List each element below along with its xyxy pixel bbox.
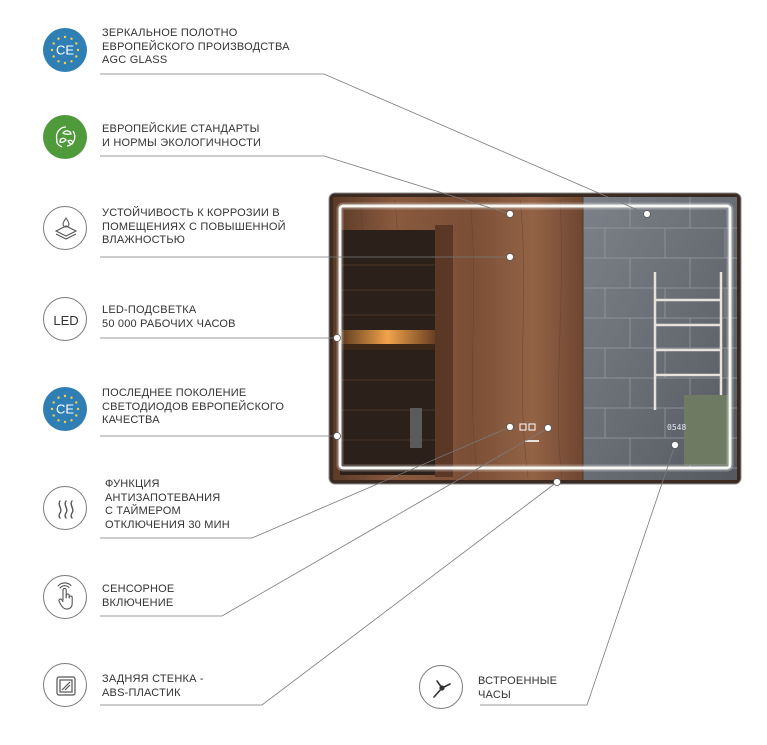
feature-text-diodes: ПОСЛЕДНЕЕ ПОКОЛЕНИЕ СВЕТОДИОДОВ ЕВРОПЕЙСКОГО КАЧЕСТВА	[102, 387, 285, 426]
feature-text-backwall: ЗАДНЯЯ СТЕНКА - ABS-ПЛАСТИК	[102, 673, 204, 699]
svg-text:CE: CE	[55, 42, 75, 58]
heat-waves-icon	[43, 486, 87, 530]
moisture-layers-icon	[43, 206, 87, 250]
feature-text-antifog: ФУНКЦИЯ АНТИЗАПОТЕВАНИЯ С ТАЙМЕРОМ ОТКЛЮЧЕНИЯ 30 МИН	[105, 478, 230, 531]
led-icon	[43, 297, 87, 341]
clock-hands-icon	[419, 665, 463, 709]
touch-hand-icon	[43, 575, 87, 619]
clock-readout: 0548	[667, 423, 687, 432]
feature-text-eco: ЕВРОПЕЙСКИЕ СТАНДАРТЫ И НОРМЫ ЭКОЛОГИЧНОСТИ	[102, 123, 262, 149]
ce-mark-icon	[43, 28, 87, 72]
back-panel-icon	[43, 663, 87, 707]
mirror	[329, 193, 741, 484]
ce-mark-icon	[43, 387, 87, 431]
feature-text-led: LED-ПОДСВЕТКА 50 000 РАБОЧИХ ЧАСОВ	[102, 304, 236, 330]
eco-recycle-icon	[43, 115, 87, 159]
svg-text:CE: CE	[55, 401, 75, 417]
feature-text-sensor: СЕНСОРНОЕ ВКЛЮЧЕНИЕ	[102, 583, 175, 609]
feature-text-corrosion: УСТОЙЧИВОСТЬ К КОРРОЗИИ В ПОМЕЩЕНИЯХ С ПОВЫШЕННОЙ ВЛАЖНОСТЬЮ	[102, 207, 286, 246]
led-icon-label: LED	[53, 312, 79, 328]
feature-text-clock: ВСТРОЕННЫЕ ЧАСЫ	[478, 675, 558, 701]
feature-text-glass: ЗЕРКАЛЬНОЕ ПОЛОТНО ЕВРОПЕЙСКОГО ПРОИЗВОДСТВА AGC GLASS	[102, 27, 290, 66]
